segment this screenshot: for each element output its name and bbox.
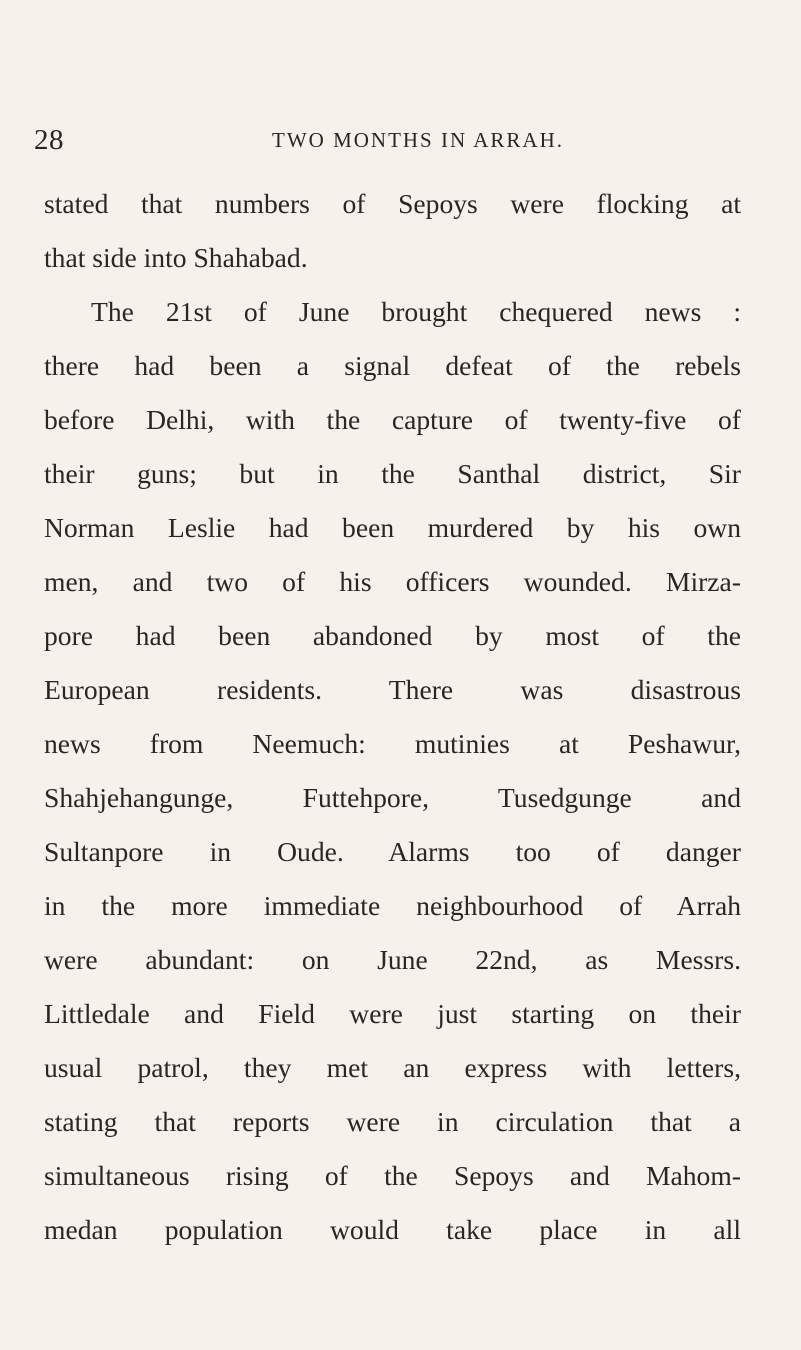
text-line-11: news from Neemuch: mutinies at Peshawur, xyxy=(44,728,741,759)
running-head xyxy=(34,120,767,160)
text-line-14: in the more immediate neighbourhood of Arrah xyxy=(44,890,741,921)
text-line-13: Sultanpore in Oude. Alarms too of danger xyxy=(44,836,741,867)
text-line-10: European residents. There was disastrous xyxy=(44,674,741,705)
text-line-4: there had been a signal defeat of the rebels xyxy=(44,350,741,381)
text-line-7: Norman Leslie had been murdered by his own xyxy=(44,512,741,543)
text-line-9: pore had been abandoned by most of the xyxy=(44,620,741,651)
text-line-3: The 21st of June brought chequered news : xyxy=(91,296,741,327)
text-line-20: medan population would take place in all xyxy=(44,1214,741,1245)
running-title: TWO MONTHS IN ARRAH. xyxy=(272,128,564,152)
text-line-1: stated that numbers of Sepoys were flocking at xyxy=(44,188,741,219)
text-line-8: men, and two of his officers wounded. Mirza- xyxy=(44,566,741,597)
text-line-5: before Delhi, with the capture of twenty-five of xyxy=(44,404,741,435)
text-line-15: were abundant: on June 22nd, as Messrs. xyxy=(44,944,741,975)
text-line-16: Littledale and Field were just starting on their xyxy=(44,998,741,1029)
text-line-17: usual patrol, they met an express with letters, xyxy=(44,1052,741,1083)
text-line-6: their guns; but in the Santhal district, Sir xyxy=(44,458,741,489)
body-text xyxy=(44,177,741,1257)
text-line-2: that side into Shahabad. xyxy=(44,242,308,273)
text-line-12: Shahjehangunge, Futtehpore, Tusedgunge and xyxy=(44,782,741,813)
text-line-18: stating that reports were in circulation that a xyxy=(44,1106,741,1137)
text-line-19: simultaneous rising of the Sepoys and Mahom- xyxy=(44,1160,741,1191)
page-number: 28 xyxy=(34,124,64,156)
